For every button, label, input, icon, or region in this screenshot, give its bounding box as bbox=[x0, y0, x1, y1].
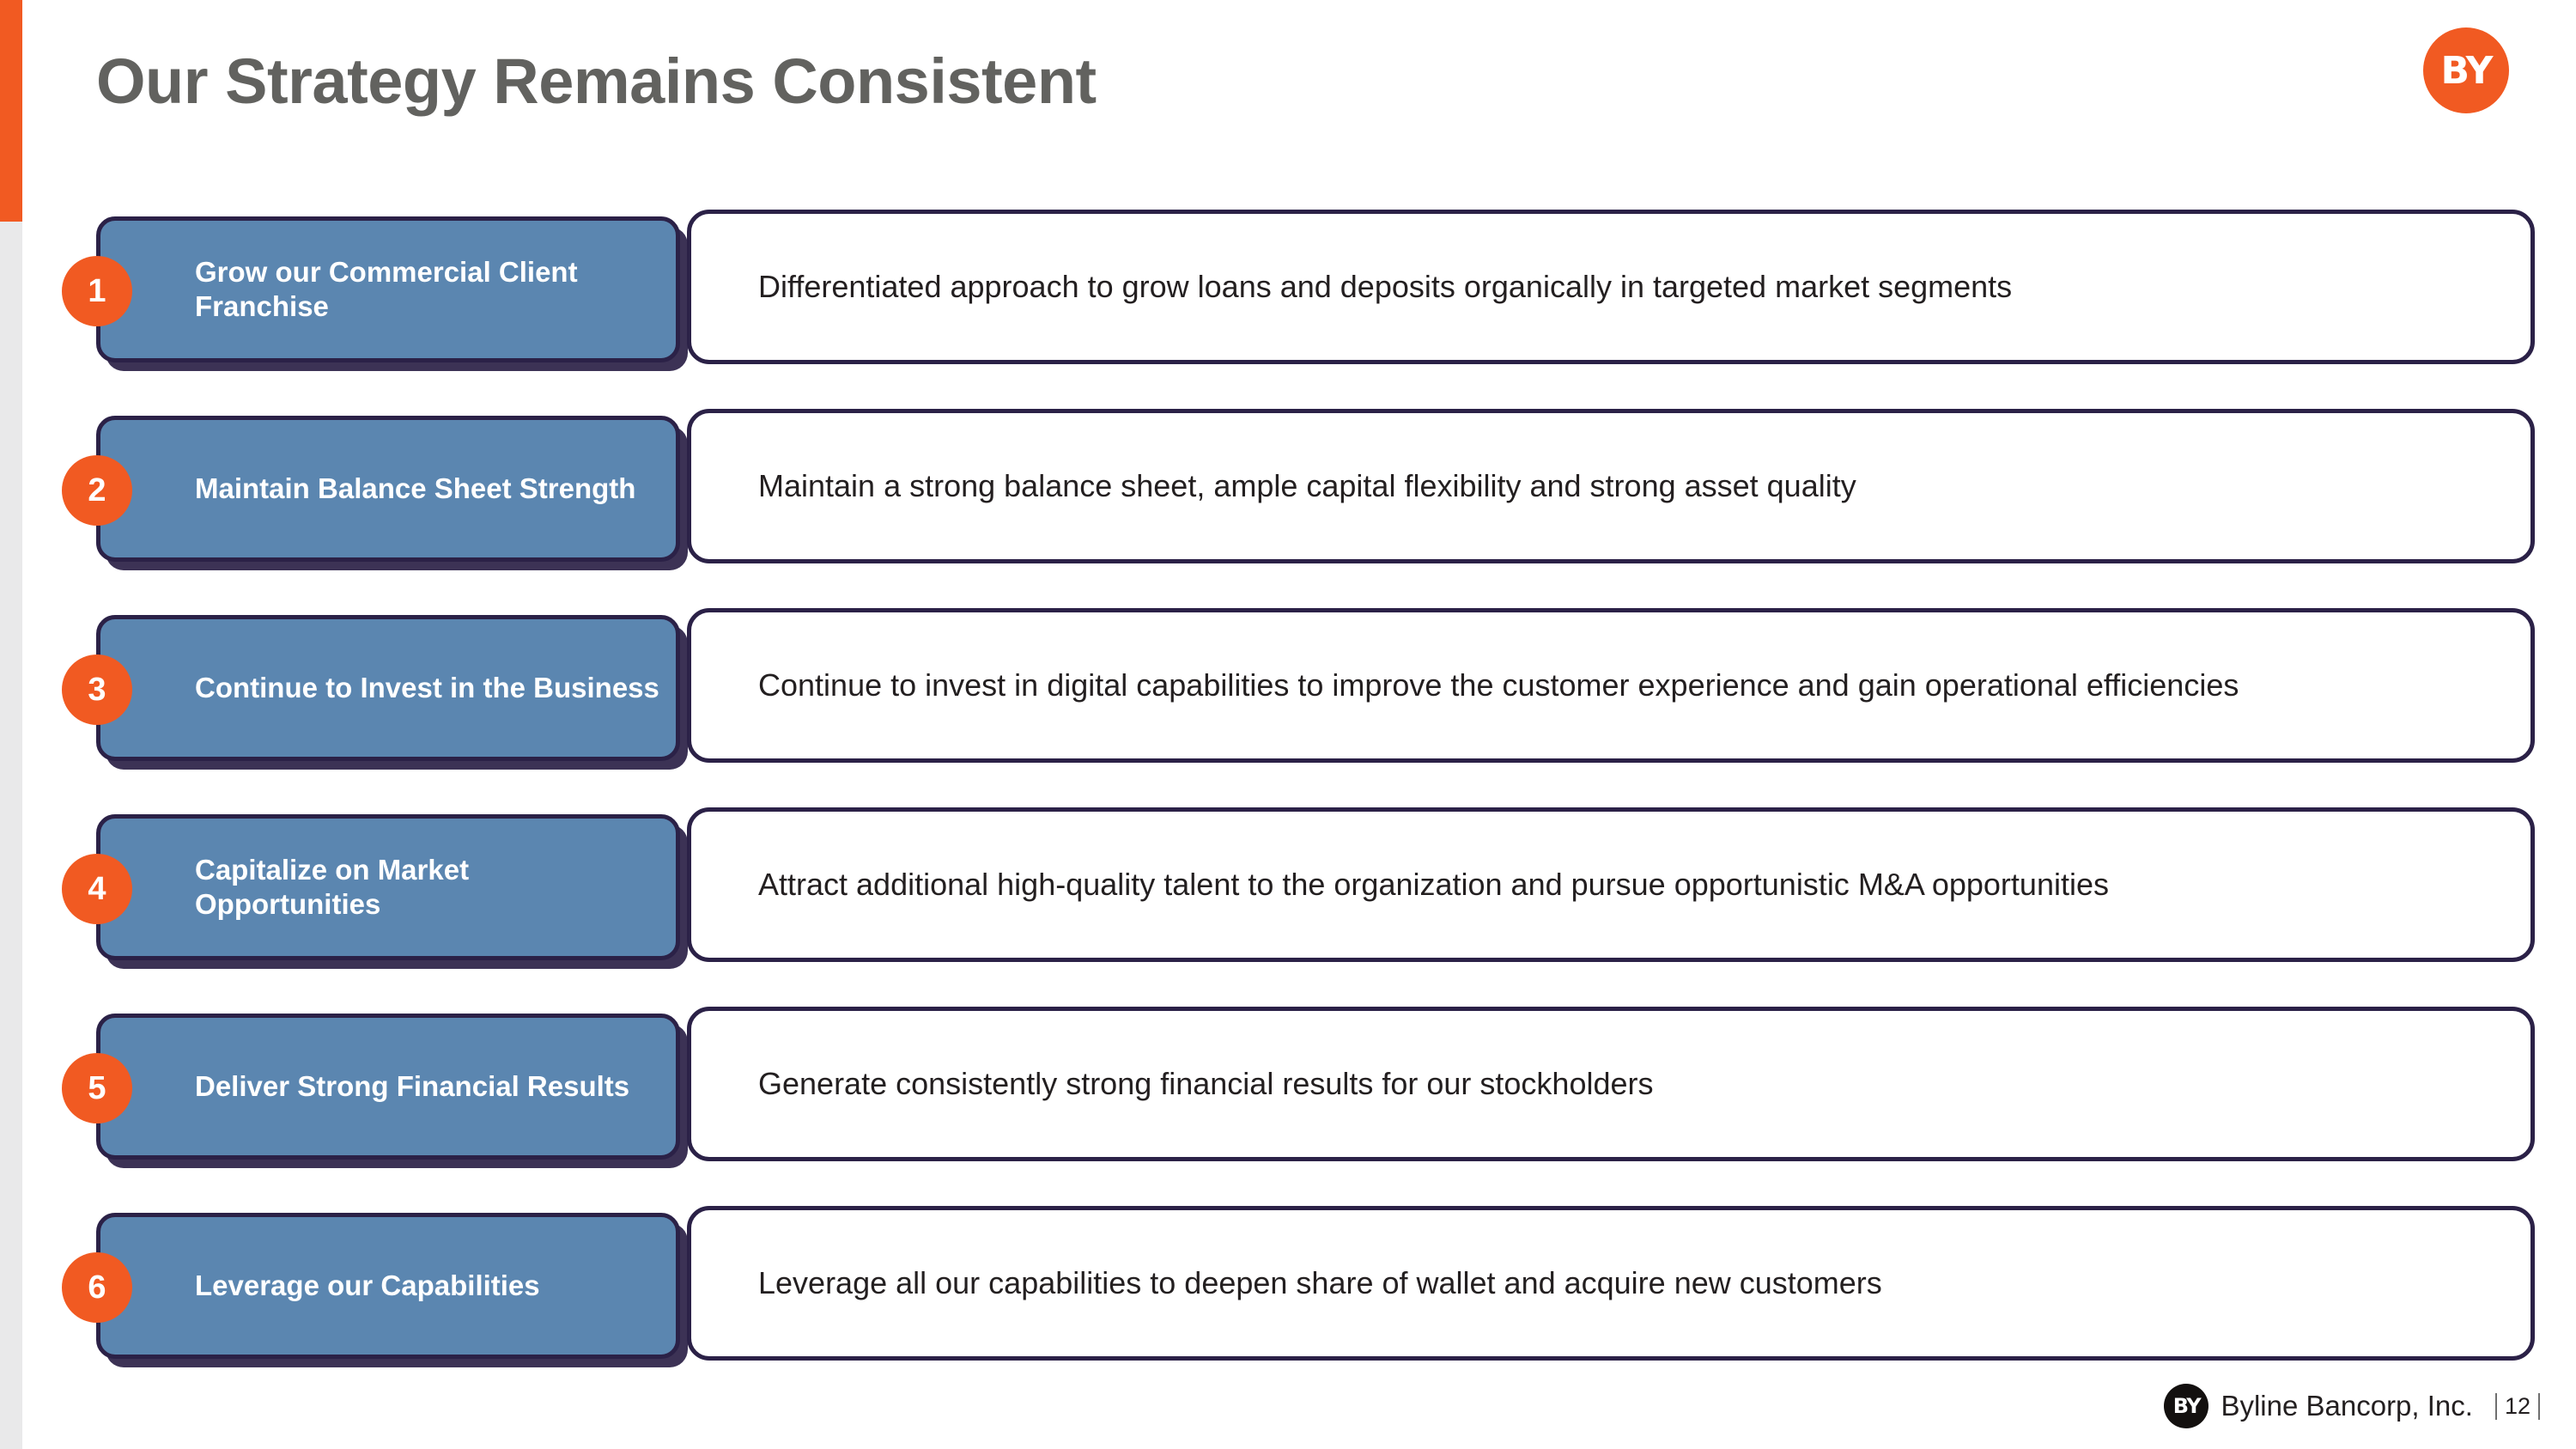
strategy-description-3[interactable] bbox=[687, 608, 2535, 763]
list-item bbox=[0, 1002, 2576, 1201]
strategy-label-text: Deliver Strong Financial Results bbox=[195, 1069, 630, 1102]
strategy-description-text: Generate consistently strong financial results for our stockholders bbox=[758, 1066, 1654, 1102]
strategy-number-badge: 2 bbox=[62, 455, 132, 526]
strategy-label-text: Continue to Invest in the Business bbox=[195, 671, 659, 703]
strategy-label-4[interactable] bbox=[96, 814, 680, 960]
left-edge-orange-bar bbox=[0, 0, 22, 222]
strategy-label-6[interactable] bbox=[96, 1213, 680, 1359]
page-number: 12 bbox=[2495, 1393, 2540, 1420]
strategy-description-5[interactable] bbox=[687, 1007, 2535, 1161]
strategy-number-badge: 5 bbox=[62, 1053, 132, 1123]
strategy-label-2[interactable] bbox=[96, 416, 680, 562]
company-name: Byline Bancorp, Inc. bbox=[2221, 1390, 2473, 1422]
strategy-list bbox=[0, 204, 2576, 1400]
list-item bbox=[0, 603, 2576, 802]
list-item bbox=[0, 204, 2576, 404]
strategy-number-badge: 3 bbox=[62, 654, 132, 725]
list-item bbox=[0, 404, 2576, 603]
slide-footer bbox=[2164, 1384, 2540, 1428]
byline-logo-mark: BY bbox=[2440, 48, 2492, 93]
byline-logo-icon bbox=[2423, 27, 2509, 113]
strategy-description-text: Attract additional high-quality talent to the organization and pursue opportunistic M&A opportunities bbox=[758, 867, 2109, 903]
strategy-label-text: Maintain Balance Sheet Strength bbox=[195, 472, 636, 504]
strategy-number-badge: 4 bbox=[62, 854, 132, 924]
strategy-description-1[interactable] bbox=[687, 210, 2535, 364]
list-item bbox=[0, 802, 2576, 1002]
strategy-description-text: Continue to invest in digital capabilities to improve the customer experience and gain operational efficiencies bbox=[758, 667, 2239, 703]
list-item bbox=[0, 1201, 2576, 1400]
byline-footer-logo-icon bbox=[2164, 1384, 2208, 1428]
page-title: Our Strategy Remains Consistent bbox=[96, 46, 1097, 117]
strategy-description-4[interactable] bbox=[687, 807, 2535, 962]
strategy-label-1[interactable] bbox=[96, 216, 680, 362]
strategy-label-text: Grow our Commercial Client Franchise bbox=[195, 255, 578, 322]
strategy-number-badge: 6 bbox=[62, 1252, 132, 1323]
strategy-label-text: Capitalize on Market Opportunities bbox=[195, 853, 470, 920]
byline-footer-logo-mark: BY bbox=[2172, 1394, 2201, 1418]
strategy-label-text: Leverage our Capabilities bbox=[195, 1269, 540, 1301]
strategy-number-badge: 1 bbox=[62, 256, 132, 326]
strategy-description-text: Leverage all our capabilities to deepen share of wallet and acquire new customers bbox=[758, 1265, 1882, 1301]
strategy-description-text: Maintain a strong balance sheet, ample capital flexibility and strong asset quality bbox=[758, 468, 1856, 504]
strategy-description-2[interactable] bbox=[687, 409, 2535, 563]
strategy-description-text: Differentiated approach to grow loans and deposits organically in targeted market segments bbox=[758, 269, 2013, 305]
strategy-label-3[interactable] bbox=[96, 615, 680, 761]
strategy-label-5[interactable] bbox=[96, 1014, 680, 1160]
strategy-description-6[interactable] bbox=[687, 1206, 2535, 1361]
